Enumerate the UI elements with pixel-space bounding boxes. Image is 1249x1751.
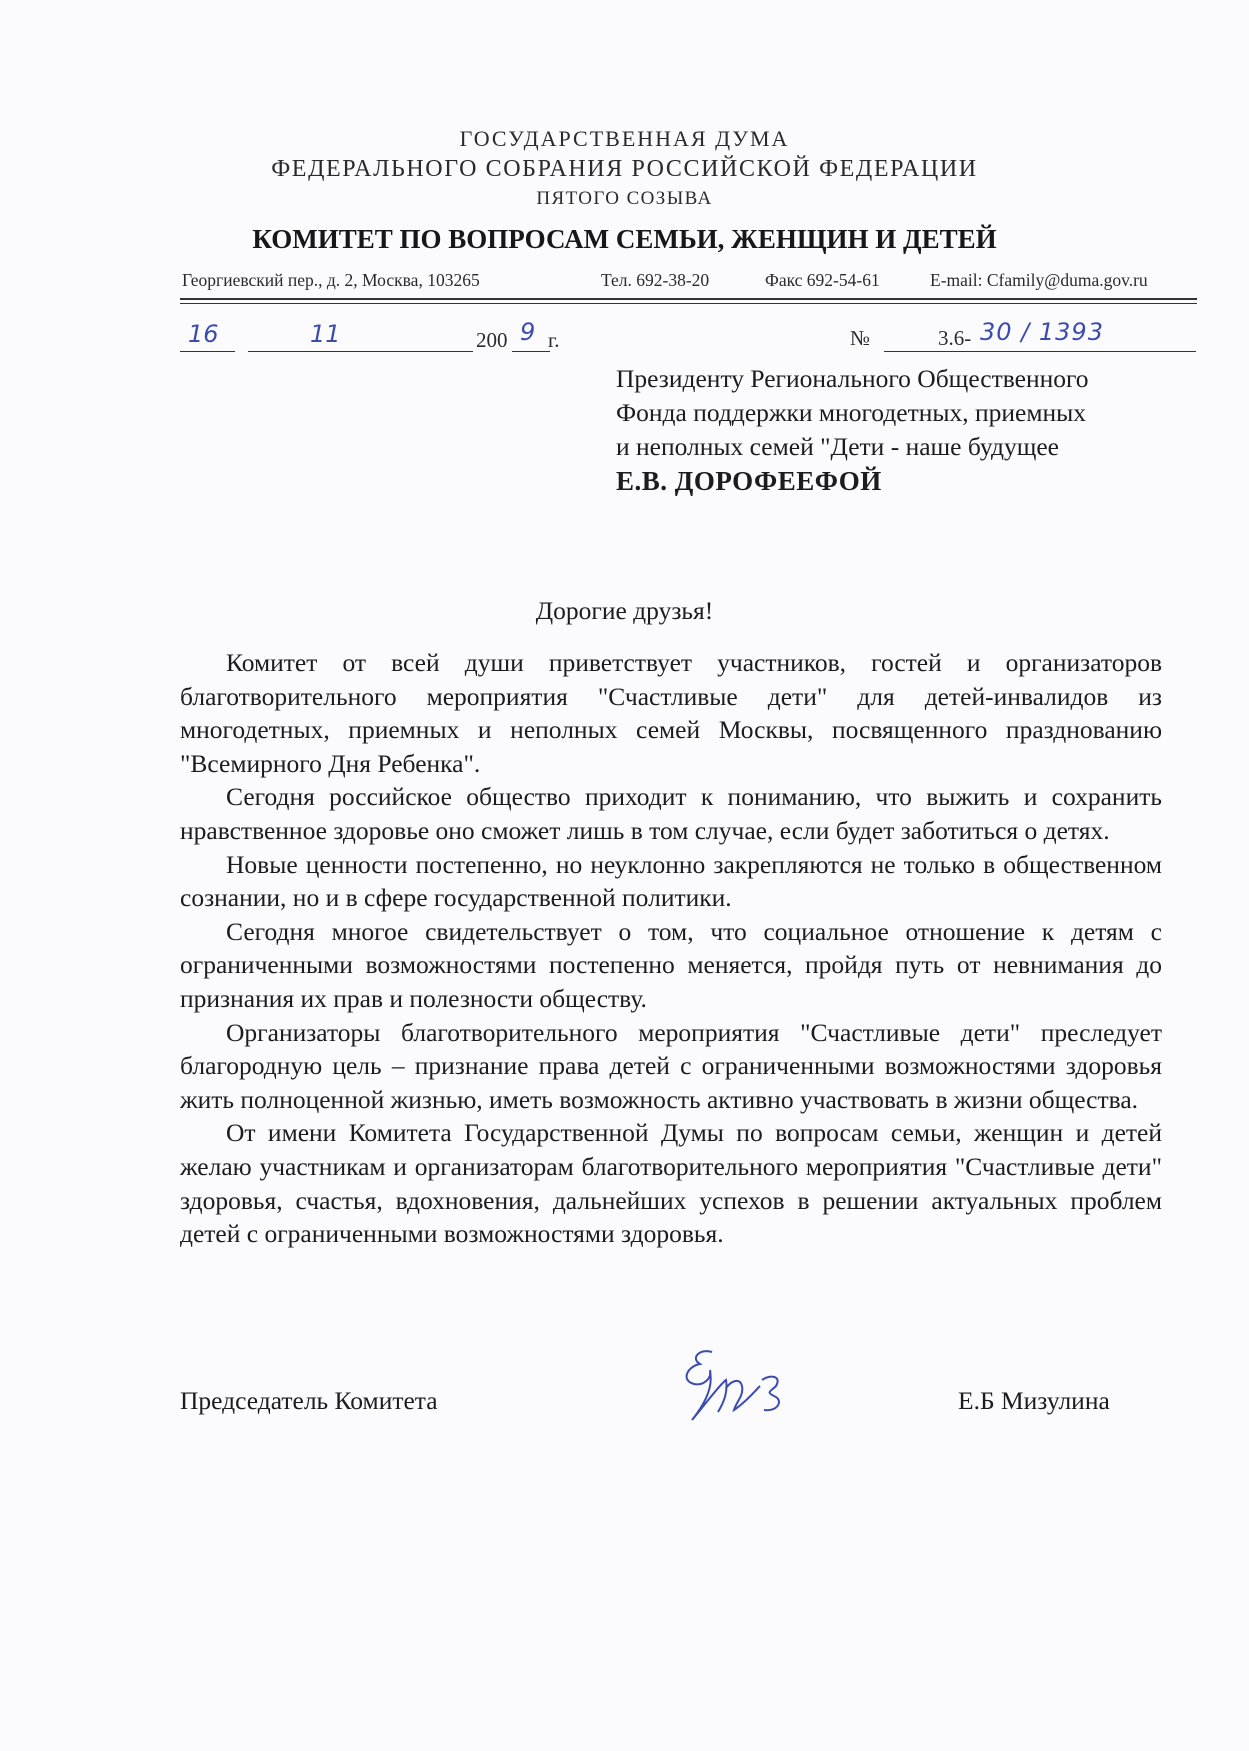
- addressee-line-3: и неполных семей "Дети - наше будущее: [616, 432, 1060, 461]
- paragraph: От имени Комитета Государственной Думы по вопросам семьи, женщин и детей желаю участникам и организаторам благотворительного мероприятия "Счастливые дети" здоровья, счастья, вдохновения, дальнейших успехов в решении актуальных проблем детей с ограниченными возможностями здоровья.: [180, 1118, 1162, 1249]
- header-line-duma: ГОСУДАРСТВЕННАЯ ДУМА: [459, 126, 790, 151]
- greeting: Дорогие друзья!: [535, 596, 714, 625]
- paragraph: Сегодня многое свидетельствует о том, что социальное отношение к детям с ограниченными возможностями постепенно меняется, пройдя путь от невнимания до признания их прав и полезности обществу.: [180, 916, 1162, 1013]
- header-line-convocation: ПЯТОГО СОЗЫВА: [536, 188, 713, 209]
- number-typed: 3.6-: [938, 326, 972, 350]
- date-day-line: [180, 351, 235, 352]
- signatory-name: Е.Б Мизулина: [958, 1386, 1110, 1415]
- date-year-suffix: г.: [548, 328, 560, 352]
- committee-title: КОМИТЕТ ПО ВОПРОСАМ СЕМЬИ, ЖЕНЩИН И ДЕТЕЙ: [252, 224, 997, 254]
- number-handwritten: 30 / 1393: [980, 318, 1104, 346]
- contact-phone: Тел. 692-38-20: [601, 270, 710, 290]
- handwritten-signature: [670, 1340, 810, 1440]
- paragraph: Организаторы благотворительного мероприятия "Счастливые дети" преследует благородную цель – признание права детей с ограниченными возможностями здоровья жить полноценной жизнью, иметь возможность активно участвовать в жизни общества.: [180, 1017, 1162, 1114]
- signatory-title: Председатель Комитета: [180, 1386, 438, 1415]
- date-month: 11: [310, 320, 341, 348]
- addressee-line-2: Фонда поддержки многодетных, приемных: [616, 398, 1087, 427]
- addressee-name: Е.В. ДОРОФЕЕФОЙ: [616, 466, 882, 496]
- paragraph: Новые ценности постепенно, но неуклонно закрепляются не только в общественном сознании, но и в сфере государственной политики.: [180, 849, 1162, 913]
- header-line-assembly: ФЕДЕРАЛЬНОГО СОБРАНИЯ РОССИЙСКОЙ ФЕДЕРАЦИИ: [271, 156, 978, 182]
- header-rule-thin: [180, 303, 1197, 304]
- paragraph: Сегодня российское общество приходит к пониманию, что выжить и сохранить нравственное здоровье оно сможет лишь в том случае, если будет заботиться о детях.: [180, 782, 1162, 845]
- contact-address: Георгиевский пер., д. 2, Москва, 103265: [182, 270, 480, 290]
- addressee-block: [616, 362, 1196, 498]
- contact-email: E-mail: Cfamily@duma.gov.ru: [930, 270, 1148, 290]
- date-field: [180, 318, 580, 358]
- addressee-line-1: Президенту Регионального Общественного: [616, 364, 1089, 393]
- date-year-line: [512, 351, 550, 352]
- date-year-prefix: 200: [476, 328, 508, 352]
- date-day: 16: [188, 320, 219, 348]
- paragraph: Комитет от всей души приветствует участников, гостей и организаторов благотворительного мероприятия "Счастливые дети" для детей-инвалидов из многодетных, приемных и неполных семей Москвы, посвященного празднованию "Всемирного Дня Ребенка".: [180, 648, 1162, 778]
- outgoing-number: [850, 318, 1200, 358]
- contact-fax: Факс 692-54-61: [765, 270, 880, 290]
- number-label: №: [850, 326, 871, 350]
- date-year-digit: 9: [520, 318, 536, 346]
- number-line: [884, 351, 1196, 352]
- letter-body: [180, 646, 1162, 1251]
- header-rule-thick: [180, 298, 1197, 300]
- date-month-line: [248, 351, 473, 352]
